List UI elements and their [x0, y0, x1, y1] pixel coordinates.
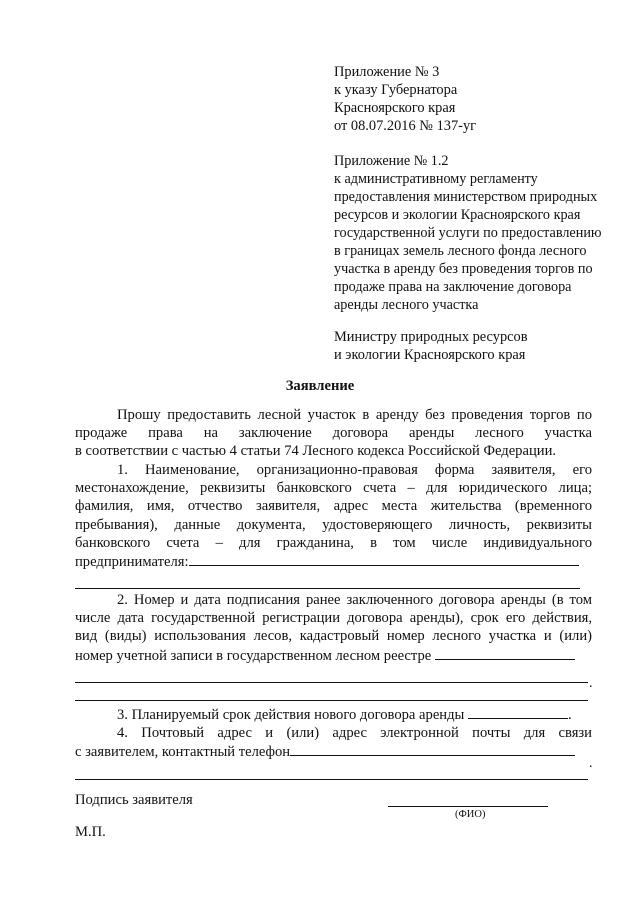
annex-main-header: [334, 63, 604, 135]
signature-label: Подпись заявителя: [75, 792, 193, 808]
annex-main-line: Приложение № 3: [334, 64, 440, 80]
previous-contract-field-line-2[interactable]: [75, 665, 588, 683]
intro-line: продаже права на заключение договора аренды лесного участка: [75, 425, 592, 442]
item-4-last-line: [75, 742, 592, 761]
fio-caption: (ФИО): [455, 809, 486, 820]
previous-contract-field-line-3[interactable]: [75, 683, 588, 701]
intro-paragraph: [75, 406, 592, 461]
item-3-line: [75, 705, 592, 724]
item-3-end-mark: .: [568, 707, 572, 723]
new-contract-term-field[interactable]: [468, 705, 568, 719]
annex-regulation-line: ресурсов и экологии Красноярского края: [334, 207, 581, 223]
annex-regulation-line: аренды лесного участка: [334, 297, 479, 313]
previous-contract-field[interactable]: [435, 646, 575, 660]
item-4-line: 4. Почтовый адрес и (или) адрес электронной почты для связи: [117, 725, 592, 742]
annex-regulation-line: участка в аренду без проведения торгов по: [334, 261, 593, 277]
item-2-last-line: [75, 646, 592, 665]
annex-regulation-line: в границах земель лесного фонда лесного: [334, 243, 587, 259]
item-1-applicant-details: [75, 461, 592, 589]
addressee-line: Министру природных ресурсов: [334, 329, 528, 345]
stamp-placeholder: М.П.: [75, 824, 106, 840]
intro-line: в соответствии с частью 4 статьи 74 Лесного кодекса Российской Федерации.: [75, 443, 557, 460]
item-1-line: 1. Наименование, организационно-правовая форма заявителя, его: [117, 462, 592, 478]
annex-regulation-header: [334, 152, 604, 314]
annex-regulation-line: к административному регламенту: [334, 171, 538, 187]
item-3-text: 3. Планируемый срок действия нового договора аренды: [117, 707, 465, 723]
intro-line: Прошу предоставить лесной участок в аренду без проведения торгов по: [117, 407, 592, 423]
item-1-line: банковского счета – для гражданина, в том числе индивидуального: [75, 534, 592, 551]
annex-regulation-line: Приложение № 1.2: [334, 153, 449, 169]
item-3-and-4: [75, 705, 592, 780]
item-1-line: предпринимателя:: [75, 554, 189, 571]
item-4-line: с заявителем, контактный телефон: [75, 744, 291, 761]
item-2-line: числе дата государственной регистрации договора аренды), срок его действия,: [75, 610, 592, 627]
contact-field-line-2[interactable]: [75, 762, 588, 780]
item-1-last-line: [75, 552, 592, 571]
item-1-line: пребывания), данные документа, удостоверяющего личность, реквизиты: [75, 516, 592, 533]
applicant-details-field[interactable]: [189, 552, 579, 566]
annex-main-line: к указу Губернатора: [334, 82, 458, 98]
annex-regulation-line: государственной услуги по предоставлению: [334, 225, 602, 241]
item-4-end-mark: .: [589, 756, 593, 771]
item-2-line: вид (виды) использования лесов, кадастровый номер лесного участка и (или): [75, 628, 592, 645]
annex-regulation-line: предоставления министерством природных: [334, 189, 598, 205]
document-title: Заявление: [285, 378, 355, 394]
contact-field[interactable]: [290, 742, 575, 756]
annex-main-line: от 08.07.2016 № 137-уг: [334, 118, 477, 134]
item-1-line: фамилия, имя, отчество заявителя, адрес места жительства (временного: [75, 498, 592, 515]
signature-field[interactable]: [388, 806, 548, 807]
addressee-line: и экологии Красноярского края: [334, 347, 526, 363]
annex-main-line: Красноярского края: [334, 100, 456, 116]
item-2-previous-contract: [75, 591, 592, 701]
applicant-details-field-line-2[interactable]: [75, 571, 580, 589]
annex-regulation-line: продаже права на заключение договора: [334, 279, 572, 295]
item-2-end-mark: .: [589, 676, 593, 691]
item-2-line: номер учетной записи в государственном лесном реестре: [75, 647, 432, 664]
addressee-block: [334, 328, 604, 364]
item-2-line: 2. Номер и дата подписания ранее заключенного договора аренды (в том: [117, 592, 592, 608]
item-1-line: местонахождение, реквизиты банковского счета – для юридического лица;: [75, 480, 592, 497]
